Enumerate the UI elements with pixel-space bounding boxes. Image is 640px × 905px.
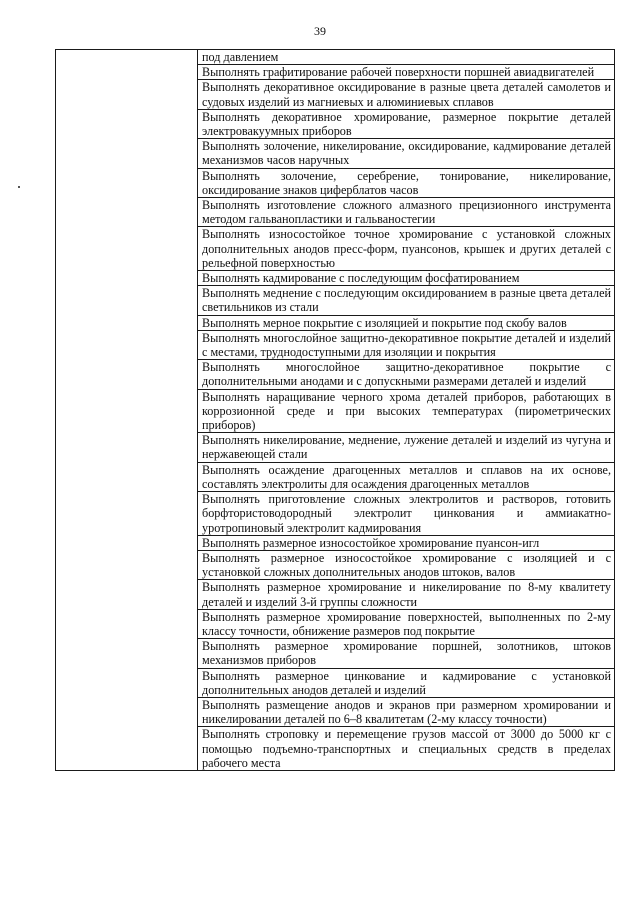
task-item: Выполнять кадмирование с последующим фосфатированием: [198, 270, 614, 285]
task-item: Выполнять строповку и перемещение грузов массой от 3000 до 5000 кг с помощью подъемно-транспортных и специальных средств в пределах рабочего места: [198, 726, 614, 770]
task-list: [198, 50, 614, 770]
task-item: Выполнять многослойное защитно-декоративное покрытие с дополнительными анодами и с допускными размерами деталей и изделий: [198, 359, 614, 388]
task-item: Выполнять приготовление сложных электролитов и растворов, готовить борфтористоводородный электролит цинкования и аммиакатно-уротропиновый электролит кадмирования: [198, 491, 614, 535]
task-item: Выполнять осаждение драгоценных металлов и сплавов на их основе, составлять электролиты для осаждения драгоценных металлов: [198, 462, 614, 491]
labor-functions-table: [55, 49, 615, 771]
task-item: Выполнять размещение анодов и экранов при размерном хромировании и никелировании деталей по 6–8 квалитетам (2-му классу точности): [198, 697, 614, 726]
task-item: Выполнять изготовление сложного алмазного прецизионного инструмента методом гальванопластики и гальваностегии: [198, 197, 614, 226]
task-item: Выполнять размерное цинкование и кадмирование с установкой дополнительных анодов деталей и изделий: [198, 668, 614, 697]
table-row: [56, 50, 615, 771]
task-item: Выполнять размерное хромирование и никелирование по 8-му квалитету деталей и изделий 3-й группы сложности: [198, 579, 614, 608]
task-item: Выполнять золочение, никелирование, оксидирование, кадмирование деталей механизмов часов наручных: [198, 138, 614, 167]
task-item: Выполнять декоративное хромирование, размерное покрытие деталей электровакуумных приборов: [198, 109, 614, 138]
task-item: Выполнять размерное износостойкое хромирование пуансон-игл: [198, 535, 614, 550]
task-item: Выполнять размерное хромирование поверхностей, выполненных по 2-му классу точности, обнижение размеров под покрытие: [198, 609, 614, 638]
task-item: Выполнять золочение, серебрение, тонирование, никелирование, оксидирование знаков циферблатов часов: [198, 168, 614, 197]
task-item: Выполнять износостойкое точное хромирование с установкой сложных дополнительных анодов пресс-форм, пуансонов, крышек и других деталей с рельефной поверхностью: [198, 226, 614, 270]
task-item: Выполнять мерное покрытие с изоляцией и покрытие под скобу валов: [198, 315, 614, 330]
task-item: Выполнять никелирование, меднение, лужение деталей и изделий из чугуна и нержавеющей стали: [198, 432, 614, 461]
task-item: Выполнять меднение с последующим оксидированием в разные цвета деталей светильников из стали: [198, 285, 614, 314]
task-item: Выполнять размерное хромирование поршней, золотников, штоков механизмов приборов: [198, 638, 614, 667]
task-item: под давлением: [202, 50, 279, 64]
task-list-cell: [198, 50, 615, 771]
task-item: Выполнять графитирование рабочей поверхности поршней авиадвигателей: [198, 64, 614, 79]
empty-left-cell: [56, 50, 198, 771]
task-item: Выполнять наращивание черного хрома деталей приборов, работающих в коррозионной среде и при высоких температурах (пирометрических приборов): [198, 389, 614, 433]
scan-speck: [18, 186, 20, 188]
page-number: 39: [314, 24, 326, 38]
task-item: Выполнять многослойное защитно-декоративное покрытие деталей и изделий с местами, труднодоступными для изоляции и покрытия: [198, 330, 614, 359]
task-item: Выполнять декоративное оксидирование в разные цвета деталей самолетов и судовых изделий из магниевых и алюминиевых сплавов: [198, 79, 614, 108]
task-item: Выполнять размерное износостойкое хромирование с изоляцией и с установкой сложных дополнительных анодов штоков, валов: [198, 550, 614, 579]
